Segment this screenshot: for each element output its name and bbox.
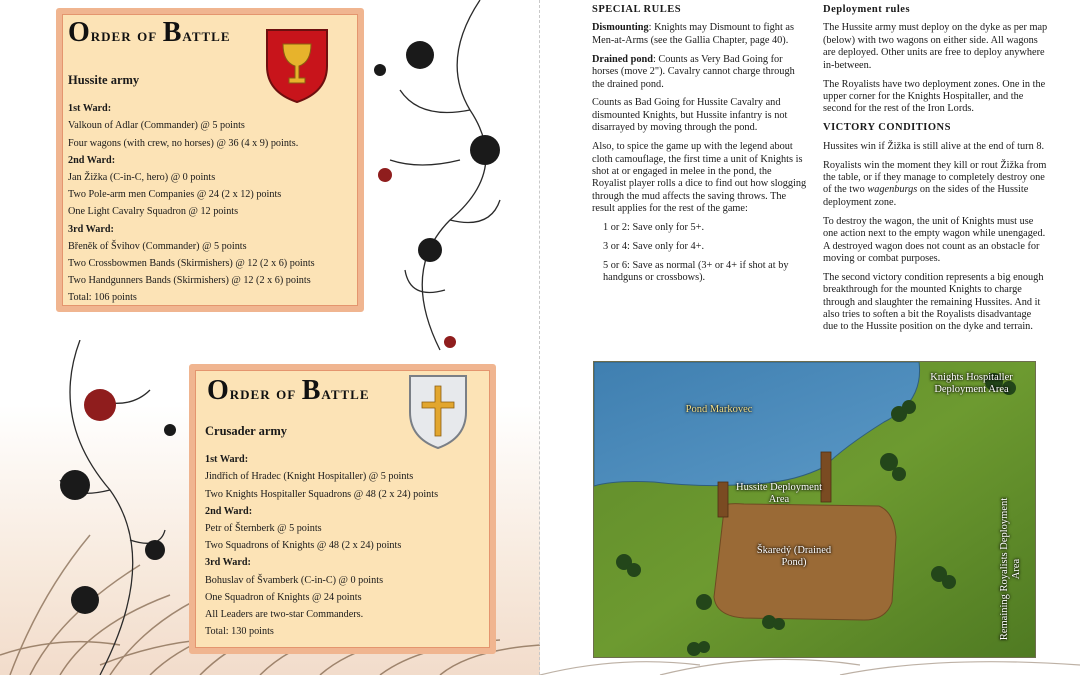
oob-unit-line: Two Pole-arm men Companies @ 24 (2 x 12) points — [68, 189, 282, 201]
black-flower-icon — [60, 424, 176, 614]
pond-label: Pond Markovec — [685, 404, 753, 415]
hussite-deployment-label: Hussite Deployment Area — [735, 482, 823, 505]
rule-term: Drained pond — [592, 53, 653, 65]
hussite-order-of-battle — [56, 8, 364, 312]
oob-unit-line: Two Knights Hospitaller Squadrons @ 48 (2 x 24) points — [205, 488, 439, 500]
oob-unit-line: Two Handgunners Bands (Skirmishers) @ 12 (2 x 6) points — [68, 275, 311, 287]
victory-text-emphasis: wagenburgs — [867, 184, 918, 196]
oob-unit-line: Four wagons (with crew, no horses) @ 36 (4 x 9) points. — [68, 137, 299, 149]
floral-vine-bottom — [40, 340, 190, 675]
save-result-1: 1 or 2: Save only for 5+. — [603, 222, 705, 234]
oob-ward-heading: 1st Ward: — [205, 454, 249, 466]
map-terrain — [594, 362, 1035, 657]
oob-unit-line: One Squadron of Knights @ 24 points — [205, 591, 362, 603]
oob-unit-line: Total: 106 points — [68, 292, 137, 304]
oob-ward-heading: 3rd Ward: — [68, 223, 114, 235]
victory-paragraph: Hussites win if Žižka is still alive at the end of turn 8. — [823, 140, 1045, 152]
oob-unit-line: Bohuslav of Švamberk (C-in-C) @ 0 points — [205, 574, 384, 586]
victory-paragraph: The second victory condition represents a big enough breakthrough for the mounted Knights to charge through and slaughter the remaining Hussites. And it also tries to soften a bit the Royalists disadvantage due to the Hussite position on the dyke and terrain. — [823, 271, 1044, 333]
oob-unit-line: All Leaders are two-star Commanders. — [205, 609, 364, 621]
oob-unit-line: One Light Cavalry Squadron @ 12 points — [68, 206, 239, 218]
oob-ward-heading: 3rd Ward: — [205, 557, 251, 569]
oob-unit-line: Petr of Šternberk @ 5 points — [205, 523, 322, 535]
black-flower-icon — [374, 41, 500, 262]
oob-ward-heading: 2nd Ward: — [68, 154, 116, 166]
oob-unit-list — [205, 451, 480, 640]
victory-paragraph — [823, 160, 1048, 210]
oob-army-name: Hussite army — [68, 73, 140, 87]
oob-unit-line: Jan Žižka (C-in-C, hero) @ 0 points — [68, 172, 216, 184]
battle-map — [593, 361, 1036, 658]
special-rules-heading: SPECIAL RULES — [592, 4, 682, 15]
deployment-paragraph: The Royalists have two deployment zones. One in the upper corner for the Knights Hospitaller, and the second for the rest of the Iron Lords. — [823, 78, 1046, 115]
save-result-3: 5 or 6: Save as normal (3+ or 4+ if shot at by handguns or crossbows). — [603, 259, 789, 284]
special-rules-column — [592, 4, 807, 291]
crusader-order-of-battle — [189, 364, 496, 654]
oob-unit-line: Jindřich of Hradec (Knight Hospitaller) @ 5 points — [205, 471, 414, 483]
hospitaller-deployment-label: Knights Hospitaller Deployment Area — [930, 372, 1013, 395]
oob-unit-line: Two Squadrons of Knights @ 48 (2 x 24) points — [205, 540, 402, 552]
rule-text: : Counts as Very Bad Going for horses (move 2"). Cavalry cannot charge through the drained pond. — [592, 53, 795, 90]
oob-unit-line: Břeněk of Švihov (Commander) @ 5 points — [68, 240, 247, 252]
red-flower-icon — [84, 389, 116, 421]
cross-shield-icon — [408, 374, 468, 450]
victory-paragraph: To destroy the wagon, the unit of Knights must use one action next to the empty wagon while unengaged. A destroyed wagon does not count as an obstacle for moving or combat purposes. — [823, 215, 1046, 264]
bad-going-paragraph: Counts as Bad Going for Hussite Cavalry and dismounted Knights, but Hussite infantry is not disarrayed by moving through the pond. — [592, 97, 788, 134]
rule-text: : Knights may Dismount to fight as Men-at-Arms (see the Gallia Chapter, page 40). — [592, 22, 794, 46]
oob-unit-line: Two Crossbowmen Bands (Skirmishers) @ 12 (2 x 6) points — [68, 258, 315, 270]
royalist-deployment-label: Remaining Royalists Deployment Area — [999, 497, 1022, 641]
victory-heading: VICTORY CONDITIONS — [823, 122, 951, 134]
drained-pond-rule — [592, 54, 807, 91]
red-rosebud-icon — [378, 168, 456, 348]
victory-text: on the sides of the Hussite deployment zone. — [823, 184, 1029, 208]
deployment-victory-column — [823, 4, 1048, 340]
camouflage-paragraph: Also, to spice the game up with the legend about cloth camouflage, the first time a unit of Knights is shot at or engaged in melee in the pond, the Royalist player rolls a dice to find out how slogging through the mud affects the saving throws. The result applies for the rest of the game: — [592, 141, 807, 215]
oob-title: Order of Battle — [68, 17, 231, 48]
oob-unit-line: Total: 130 points — [205, 626, 274, 638]
victory-text: Royalists win the moment they kill or rout Žižka from the table, or if they manage to completely destroy one of the two — [823, 159, 1047, 196]
drained-pond-label: Škaredý (Drained Pond) — [756, 545, 832, 568]
floral-vine-top — [360, 0, 530, 355]
oob-unit-list — [68, 100, 348, 306]
oob-army-name: Crusader army — [205, 424, 288, 438]
save-result-2: 3 or 4: Save only for 4+. — [603, 241, 705, 252]
oob-ward-heading: 1st Ward: — [68, 103, 112, 115]
dismounting-rule — [592, 22, 807, 47]
rule-term: Dismounting — [592, 22, 649, 34]
chalice-shield-icon — [265, 28, 329, 104]
oob-unit-line: Valkoun of Adlar (Commander) @ 5 points — [68, 120, 245, 132]
oob-title: Order of Battle — [207, 375, 370, 406]
deployment-paragraph: The Hussite army must deploy on the dyke as per map (below) with two wagons on either side. All wagons are deployed. Other units are free to deploy anywhere in-between. — [823, 22, 1048, 71]
deployment-heading: Deployment rules — [823, 4, 911, 15]
oob-ward-heading: 2nd Ward: — [205, 505, 253, 517]
